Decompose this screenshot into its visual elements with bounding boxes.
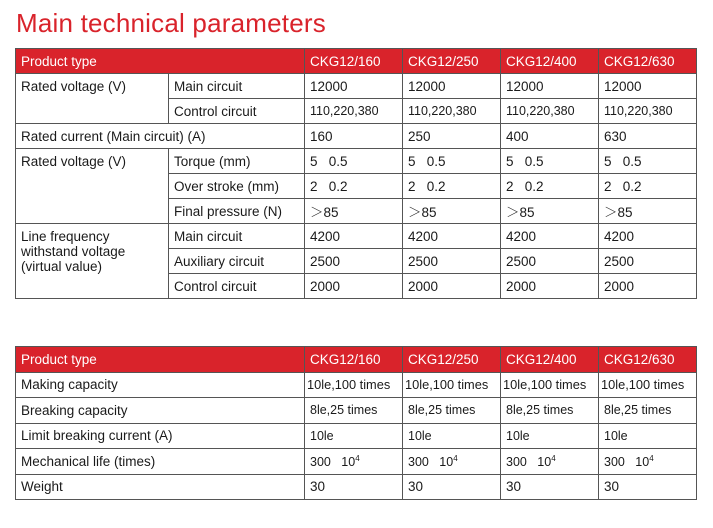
row-label: Control circuit <box>169 99 305 124</box>
table-cell: 2 0.2 <box>599 174 697 199</box>
table-cell: 110,220,380 <box>403 99 501 124</box>
table-cell: 30 <box>403 474 501 500</box>
table-cell: 5 0.5 <box>403 149 501 174</box>
table-cell: 12000 <box>501 74 599 99</box>
row-label: Torque (mm) <box>169 149 305 174</box>
table-row <box>16 372 697 398</box>
header-cell: CKG12/250 <box>403 347 501 373</box>
table-row <box>16 74 697 99</box>
header-cell: CKG12/160 <box>305 347 403 373</box>
table-cell: 10le,100 times <box>403 372 501 398</box>
header-cell: Product type <box>16 347 305 373</box>
table-row <box>16 398 697 424</box>
table-row <box>16 474 697 500</box>
group-label: Rated voltage (V) <box>16 149 169 224</box>
table-cell: 10le <box>403 423 501 449</box>
table-cell: 630 <box>599 124 697 149</box>
table-cell: 8le,25 times <box>599 398 697 424</box>
table-cell: 4200 <box>305 224 403 249</box>
header-cell: CKG12/630 <box>599 49 697 74</box>
table-cell: 5 0.5 <box>305 149 403 174</box>
table-cell: 400 <box>501 124 599 149</box>
table-cell: 2 0.2 <box>403 174 501 199</box>
table-cell: 2000 <box>403 274 501 299</box>
table-cell: 2500 <box>403 249 501 274</box>
table-row <box>16 449 697 475</box>
table-cell: 2500 <box>305 249 403 274</box>
row-label: Auxiliary circuit <box>169 249 305 274</box>
header-cell: CKG12/400 <box>501 49 599 74</box>
table-cell: 2500 <box>599 249 697 274</box>
header-cell: CKG12/400 <box>501 347 599 373</box>
row-label: Breaking capacity <box>16 398 305 424</box>
table-cell: 110,220,380 <box>501 99 599 124</box>
exponent: 4 <box>649 453 654 463</box>
cell-value: 300 10 <box>408 454 454 469</box>
row-label: Weight <box>16 474 305 500</box>
table-cell: 160 <box>305 124 403 149</box>
table-cell: 2000 <box>305 274 403 299</box>
parameters-table-1 <box>15 48 697 299</box>
cell-value: 300 10 <box>310 454 356 469</box>
table-cell: 110,220,380 <box>599 99 697 124</box>
table-cell: 2500 <box>501 249 599 274</box>
exponent: 4 <box>355 453 360 463</box>
table-cell: 30 <box>305 474 403 500</box>
row-label: Main circuit <box>169 224 305 249</box>
table-cell: 5 0.5 <box>501 149 599 174</box>
table-cell: 30 <box>599 474 697 500</box>
table-cell: ＞85 <box>599 199 697 224</box>
table-cell: 5 0.5 <box>599 149 697 174</box>
table-cell: 10le <box>305 423 403 449</box>
table-cell: 2 0.2 <box>305 174 403 199</box>
row-label: Mechanical life (times) <box>16 449 305 475</box>
table-cell: 10le <box>599 423 697 449</box>
header-cell: Product type <box>16 49 305 74</box>
row-label: Control circuit <box>169 274 305 299</box>
table-cell: 10le <box>501 423 599 449</box>
header-cell: CKG12/160 <box>305 49 403 74</box>
table-cell: 4200 <box>501 224 599 249</box>
table-cell: ＞85 <box>305 199 403 224</box>
table-cell: 8le,25 times <box>305 398 403 424</box>
table-cell: ＞85 <box>403 199 501 224</box>
header-cell: CKG12/250 <box>403 49 501 74</box>
table-cell: 8le,25 times <box>403 398 501 424</box>
table-cell: 110,220,380 <box>305 99 403 124</box>
table-cell: ＞85 <box>501 199 599 224</box>
table-cell: 2000 <box>599 274 697 299</box>
cell-value: 300 10 <box>604 454 650 469</box>
table-cell: 10le,100 times <box>599 372 697 398</box>
table-cell: 10le,100 times <box>501 372 599 398</box>
row-label: Over stroke (mm) <box>169 174 305 199</box>
table-cell: 12000 <box>305 74 403 99</box>
table-cell <box>403 449 501 475</box>
row-label: Main circuit <box>169 74 305 99</box>
table-cell: 250 <box>403 124 501 149</box>
table-cell <box>501 449 599 475</box>
parameters-table-2 <box>15 346 697 500</box>
table-cell <box>599 449 697 475</box>
table-row <box>16 124 697 149</box>
table-cell <box>305 449 403 475</box>
group-label: Line frequency withstand voltage (virtual value) <box>16 224 169 299</box>
table-row <box>16 423 697 449</box>
exponent: 4 <box>551 453 556 463</box>
table-cell: 12000 <box>403 74 501 99</box>
table-cell: 10le,100 times <box>305 372 403 398</box>
table-header-row <box>16 347 697 373</box>
group-label: Rated voltage (V) <box>16 74 169 124</box>
exponent: 4 <box>453 453 458 463</box>
table-header-row <box>16 49 697 74</box>
table-cell: 30 <box>501 474 599 500</box>
table-row <box>16 149 697 174</box>
row-label: Making capacity <box>16 372 305 398</box>
row-label: Limit breaking current (A) <box>16 423 305 449</box>
page-title: Main technical parameters <box>16 8 326 38</box>
table-cell: 12000 <box>599 74 697 99</box>
table-cell: 4200 <box>403 224 501 249</box>
table-cell: 2000 <box>501 274 599 299</box>
table-cell: 8le,25 times <box>501 398 599 424</box>
header-cell: CKG12/630 <box>599 347 697 373</box>
table-cell: 4200 <box>599 224 697 249</box>
row-label: Final pressure (N) <box>169 199 305 224</box>
cell-value: 300 10 <box>506 454 552 469</box>
table-cell: 2 0.2 <box>501 174 599 199</box>
table-row <box>16 224 697 249</box>
row-label: Rated current (Main circuit) (A) <box>16 124 305 149</box>
